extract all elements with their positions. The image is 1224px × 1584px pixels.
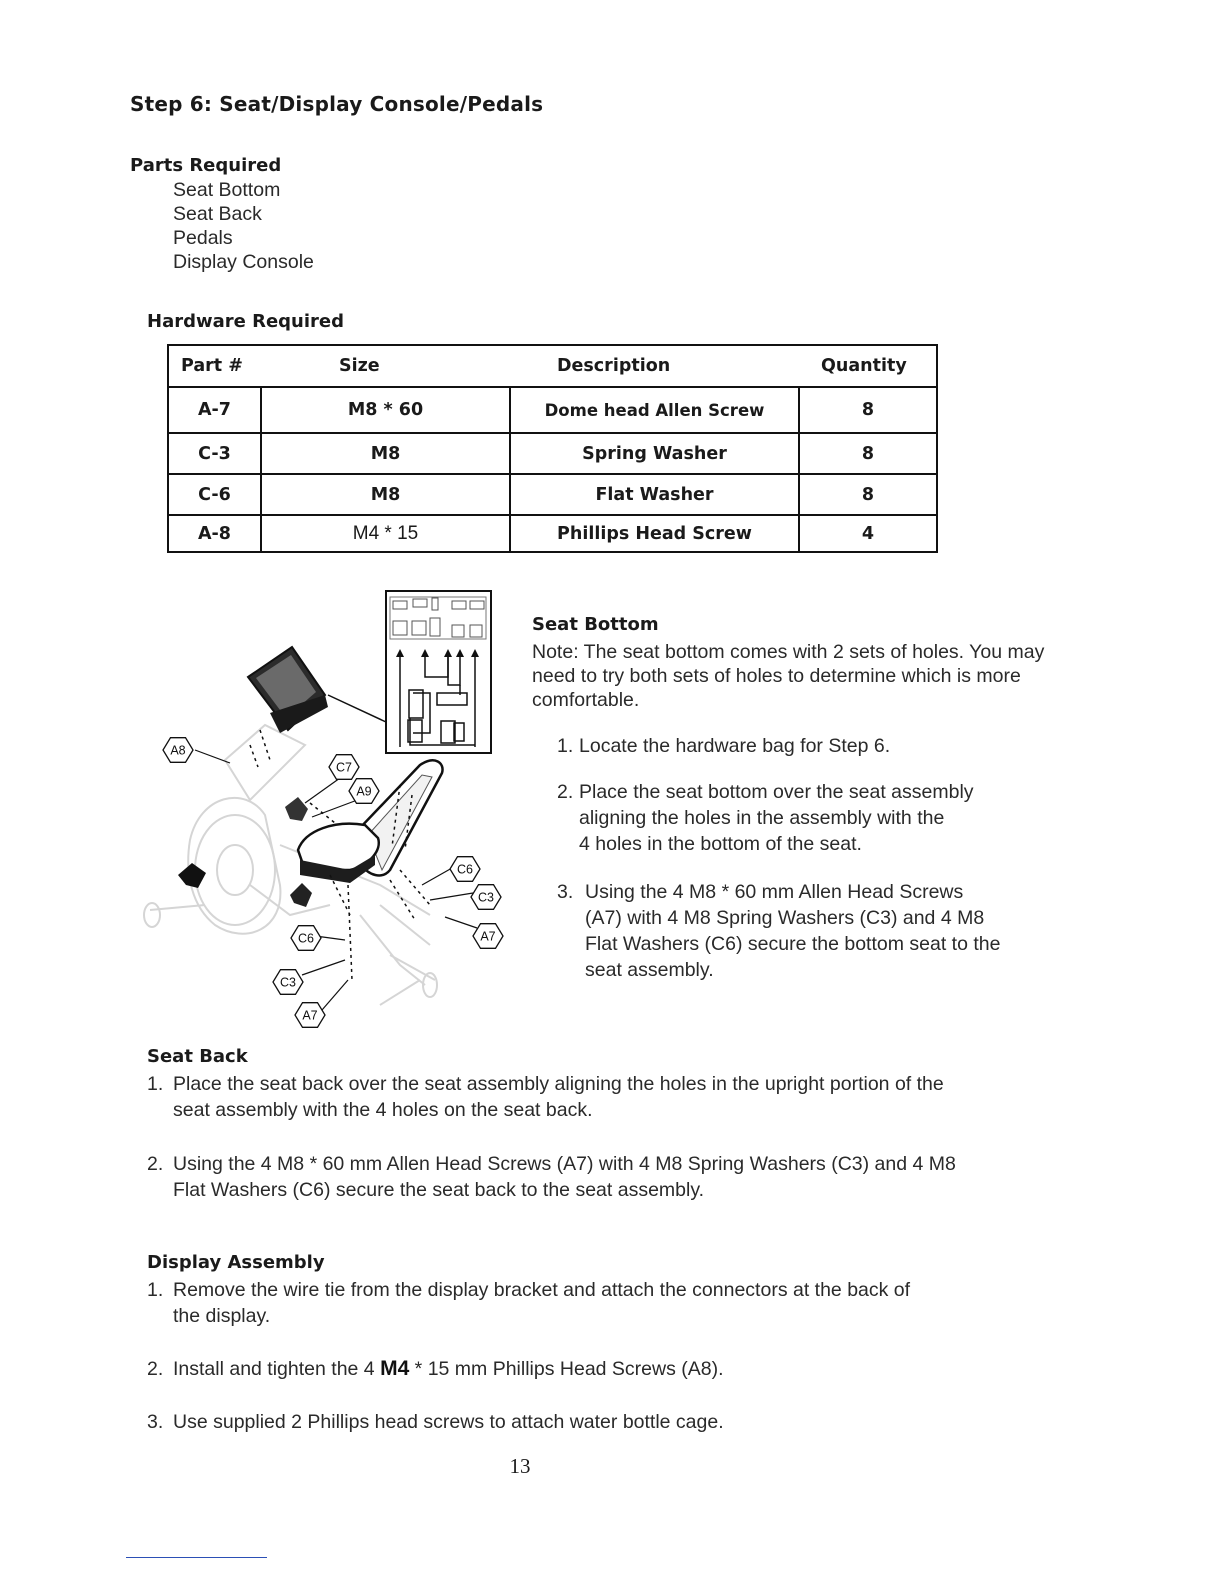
part-label xyxy=(329,755,359,780)
seat-back-heading: Seat Back xyxy=(147,1046,248,1067)
page-number: 13 xyxy=(509,1454,531,1478)
right-pedal xyxy=(290,883,312,907)
step-text: Use supplied 2 Phillips head screws to attach water bottle cage. xyxy=(173,1411,724,1433)
label-text: A7 xyxy=(480,929,496,944)
list-item: Pedals xyxy=(173,227,233,249)
list-item xyxy=(147,1277,910,1329)
step-text-part: * 15 mm Phillips Head Screws (A8). xyxy=(409,1358,724,1380)
label-text: A8 xyxy=(170,743,186,758)
table-cell: C-3 xyxy=(198,443,231,464)
list-item xyxy=(147,1356,724,1382)
table-cell: Flat Washer xyxy=(595,484,714,505)
table-cell: 8 xyxy=(861,400,875,420)
table-header-cell: Quantity xyxy=(821,356,907,376)
part-label xyxy=(471,885,501,910)
list-item: Display Console xyxy=(173,251,314,273)
table-cell: M8 xyxy=(370,443,401,464)
table-header-cell: Description xyxy=(557,356,671,376)
list-item xyxy=(147,1071,944,1123)
list-item xyxy=(557,879,1000,983)
hardware-table xyxy=(167,344,938,553)
label-text: A9 xyxy=(356,784,372,799)
parts-required-heading: Parts Required xyxy=(130,155,282,176)
part-label xyxy=(295,1003,325,1028)
table-cell: M8 xyxy=(370,484,401,505)
label-text: C6 xyxy=(457,862,473,877)
leader-line xyxy=(328,695,386,722)
list-item xyxy=(557,733,890,759)
part-label xyxy=(291,926,321,951)
label-text: C3 xyxy=(280,975,296,990)
part-label xyxy=(273,970,303,995)
table-cell: C-6 xyxy=(198,484,231,505)
handle-bracket xyxy=(285,797,308,821)
list-item: Seat Back xyxy=(173,203,262,225)
part-label xyxy=(349,779,379,804)
table-cell: M8 * 60 xyxy=(347,400,424,420)
step-text xyxy=(173,1356,724,1382)
seat-bottom-note: Note: The seat bottom comes with 2 sets of holes. You may need to try both sets of holes to determine which is more comfortable. xyxy=(532,641,1045,711)
table-cell: M4 * 15 xyxy=(352,522,419,544)
step-number: 3. xyxy=(557,881,574,903)
parts-required-list xyxy=(173,178,314,274)
step-text: Place the seat back over the seat assembly aligning the holes in the upright portion of the seat assembly with the 4 holes on the seat back. xyxy=(173,1073,944,1121)
step-number: 2. xyxy=(557,781,574,803)
table-cell: 8 xyxy=(861,484,875,505)
step-text-part: Install and tighten the 4 xyxy=(173,1358,381,1380)
screw-size-emphasis: M4 xyxy=(380,1357,410,1380)
list-item: Seat Bottom xyxy=(173,179,281,201)
table-header-cell: Size xyxy=(339,356,380,376)
step-number: 1. xyxy=(147,1073,164,1095)
step-text: Using the 4 M8 * 60 mm Allen Head Screws (A7) with 4 M8 Spring Washers (C3) and 4 M8 Flat Washers (C6) secure the bottom seat to the seat assembly. xyxy=(585,881,1001,981)
step-number: 1. xyxy=(147,1279,164,1301)
list-item xyxy=(557,779,974,857)
table-cell: Spring Washer xyxy=(582,443,727,464)
table-header-cell: Part # xyxy=(181,356,243,376)
label-text: C3 xyxy=(478,890,494,905)
list-item xyxy=(147,1151,956,1203)
assembly-diagram xyxy=(130,585,520,1035)
step-number: 3. xyxy=(147,1411,164,1433)
wiring-inset xyxy=(386,591,491,753)
left-pedal xyxy=(178,863,206,888)
step-number: 1. xyxy=(557,735,574,757)
label-text: C7 xyxy=(336,760,352,775)
table-cell: A-7 xyxy=(198,400,231,420)
footer-rule xyxy=(126,1557,267,1558)
part-label xyxy=(473,924,503,949)
label-text: C6 xyxy=(298,931,314,946)
step-text: Locate the hardware bag for Step 6. xyxy=(579,735,891,757)
table-cell: 4 xyxy=(861,523,875,544)
step-text: Using the 4 M8 * 60 mm Allen Head Screws (A7) with 4 M8 Spring Washers (C3) and 4 M8 Flat Washers (C6) secure the seat back to the seat assembly. xyxy=(173,1153,956,1201)
step-text: Place the seat bottom over the seat assembly aligning the holes in the assembly with the 4 holes in the bottom of the seat. xyxy=(579,781,974,855)
table-cell: Dome head Allen Screw xyxy=(544,400,765,420)
table-cell: 8 xyxy=(861,443,875,464)
display-console xyxy=(248,647,328,733)
hardware-required-heading: Hardware Required xyxy=(147,311,345,332)
seat-bottom-heading: Seat Bottom xyxy=(532,614,659,635)
step-number: 2. xyxy=(147,1358,164,1380)
part-label xyxy=(450,857,480,882)
page-title: Step 6: Seat/Display Console/Pedals xyxy=(130,92,544,116)
step-number: 2. xyxy=(147,1153,164,1175)
list-item xyxy=(147,1409,724,1435)
table-cell: Phillips Head Screw xyxy=(557,523,752,544)
part-label xyxy=(163,738,193,763)
table-cell: A-8 xyxy=(198,523,231,544)
step-text: Remove the wire tie from the display bracket and attach the connectors at the back of the display. xyxy=(173,1279,911,1327)
display-assembly-heading: Display Assembly xyxy=(147,1252,325,1273)
seat-bottom xyxy=(298,824,379,883)
label-text: A7 xyxy=(302,1008,318,1023)
table-header-row xyxy=(169,346,936,388)
